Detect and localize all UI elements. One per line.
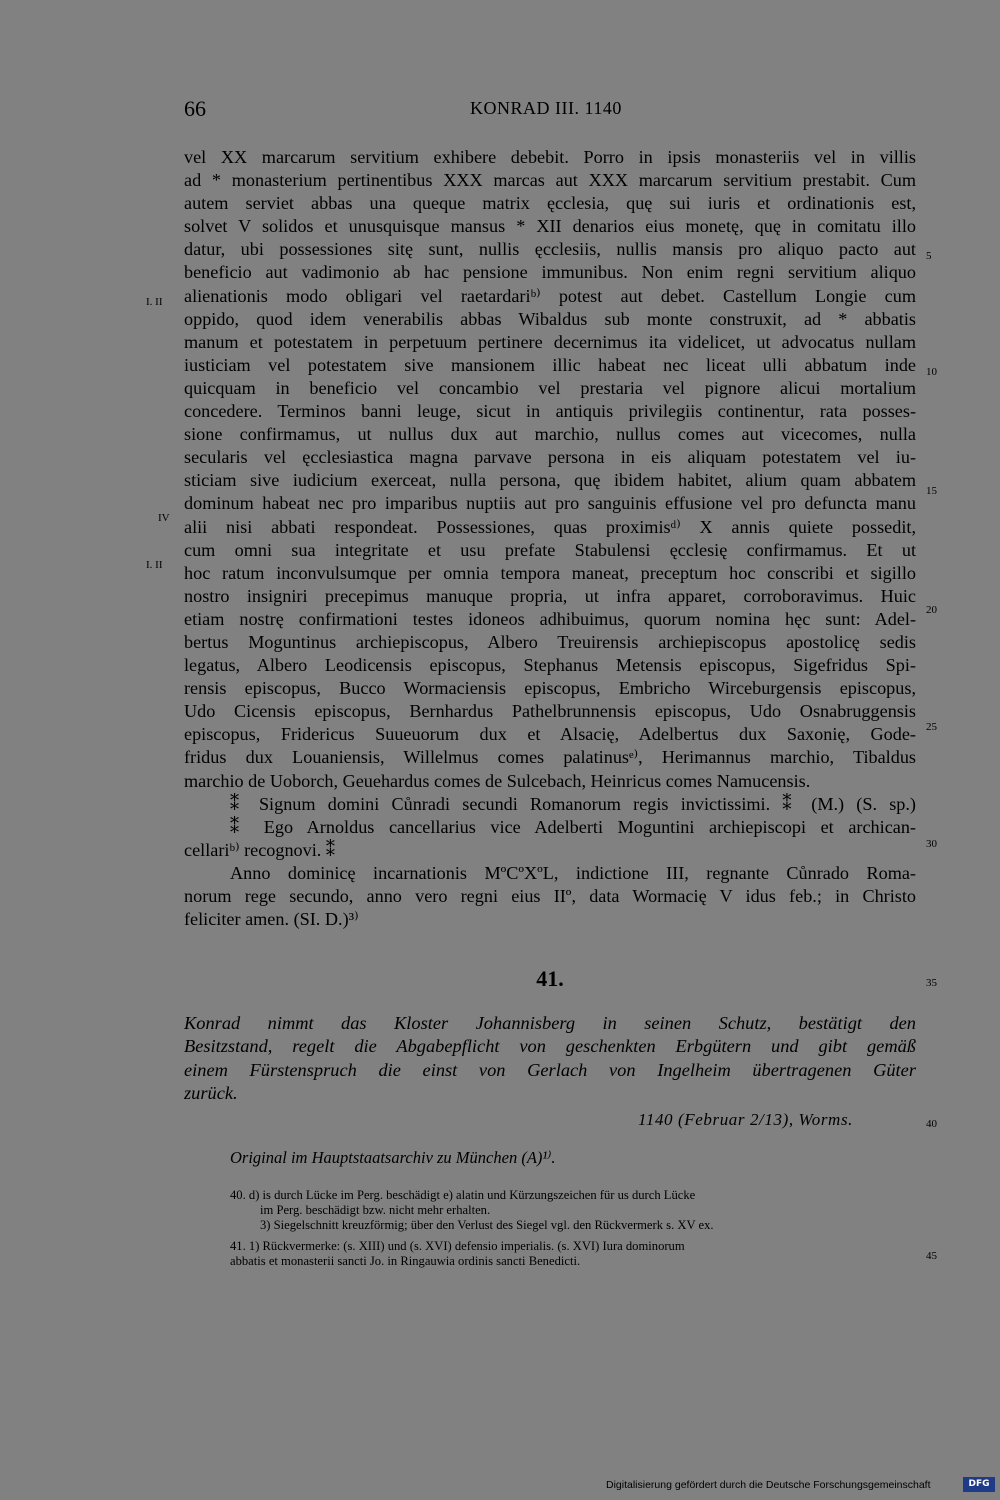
- line-number: 10: [926, 366, 937, 378]
- signum-line: ⁑ Signum domini Cůnradi secundi Romanorum regis invictissimi. ⁑ (M.) (S. sp.): [230, 793, 916, 814]
- line-number: 45: [926, 1250, 937, 1262]
- dfg-logo-icon: DFG: [963, 1477, 995, 1492]
- text-line: datur, ubi possessiones sitę sunt, nullis ęcclesiis, nullis mansis pro aliquo pacto aut: [184, 239, 916, 260]
- document-summary: [184, 1012, 916, 1106]
- summary-line: zurück.: [184, 1083, 238, 1104]
- footnote-line: 3) Siegelschnitt kreuzförmig; über den Verlust des Siegel vgl. den Rückvermerk s. XV ex.: [260, 1218, 714, 1232]
- text-line: ad * monasterium pertinentibus XXX marcas aut XXX marcarum servitium prestabit. Cum: [184, 170, 916, 191]
- line-number: 40: [926, 1118, 937, 1130]
- summary-line: einem Fürstenspruch die einst von Gerlach von Ingelheim übertragenen Güter: [184, 1059, 916, 1080]
- date-place: 1140 (Februar 2/13), Worms.: [638, 1110, 854, 1129]
- line-number: 25: [926, 721, 937, 733]
- text-line: episcopus, Fridericus Suueuorum dux et Alsacię, Adelbertus dux Saxonię, Gode-: [184, 724, 916, 745]
- footnotes: [230, 1188, 916, 1269]
- source-marker: IV: [158, 512, 170, 524]
- running-title: KONRAD III. 1140: [470, 98, 622, 118]
- footnote-line: abbatis et monasterii sancti Jo. in Ringauwia ordinis sancti Benedicti.: [230, 1254, 581, 1268]
- text-line: cellariᵇ⁾ recognovi. ⁑: [184, 839, 335, 860]
- text-line: vel XX marcarum servitium exhibere debebit. Porro in ipsis monasteriis vel in villis: [184, 147, 916, 167]
- source-marker: I. II: [146, 559, 163, 571]
- text-line: nostro insigniri precepimus manuque propria, ut infra apparet, corroboravimus. Huic: [184, 585, 916, 606]
- footnote-line: 41. 1) Rückvermerke: (s. XIII) und (s. XVI) defensio imperialis. (s. XVI) Iura dominorum: [230, 1239, 685, 1253]
- recognition-line: ⁑ Ego Arnoldus cancellarius vice Adelberti Moguntini archiepiscopi et archican-: [230, 816, 916, 837]
- footnote-line: im Perg. beschädigt bzw. nicht mehr erhalten.: [260, 1203, 491, 1217]
- text-line: iusticiam vel potestatem sive mansionem illic habeat nec liceat ulli abbatum inde: [184, 354, 916, 375]
- text-line: sione confirmamus, ut nullus dux aut marchio, nullus comes aut vicecomes, nulla: [184, 424, 916, 445]
- source-note: Original im Hauptstaatsarchiv zu München (A)¹⁾.: [230, 1148, 556, 1167]
- source-marker: I. II: [146, 296, 163, 308]
- text-line: etiam nostrę confirmationi testes idoneos adhibuimus, quorum nomina hęc sunt: Adel-: [184, 608, 916, 629]
- text-line: fridus dux Louaniensis, Willelmus comes palatinusᵉ⁾, Herimannus marchio, Tibaldus: [184, 747, 916, 768]
- text-line: sticiam sive iudicium exerceat, nulla persona, quę ibidem habitet, alium quam abbatem: [184, 470, 916, 491]
- line-number: 15: [926, 485, 937, 497]
- text-line: secularis vel ęcclesiastica magna parvave persona in eis aliquam potestatem vel iu-: [184, 447, 916, 468]
- text-line: alii nisi abbati respondeat. Possessiones, quas proximisᵈ⁾ X annis quiete possedit,: [184, 516, 916, 537]
- text-line: alienationis modo obligari vel raetardariᵇ⁾ potest aut debet. Castellum Longie cum: [184, 285, 916, 306]
- page-number: 66: [184, 96, 206, 121]
- text-line: Udo Cicensis episcopus, Bernhardus Pathelbrunnensis episcopus, Udo Osnabruggensis: [184, 701, 916, 722]
- summary-line: Besitzstand, regelt die Abgabepflicht von geschenkten Erbgütern und gibt gemäß: [184, 1036, 916, 1057]
- text-line: hoc ratum inconvulsumque per omnia tempora maneat, preceptum hoc conscribi et sigillo: [184, 562, 916, 583]
- line-number: 30: [926, 838, 937, 850]
- text-line: concedere. Terminos banni leuge, sicut in antiquis privilegiis continentur, rata posses-: [184, 401, 916, 422]
- text-line: quicquam in beneficio vel concambio vel prestaria vel pignore alicui mortalium: [184, 377, 916, 398]
- text-line: dominum habeat nec pro imparibus nuptiis aut pro sanguinis effusione vel pro defuncta manu: [184, 493, 916, 514]
- text-line: rensis episcopus, Bucco Wormaciensis episcopus, Embricho Wirceburgensis episcopus,: [184, 678, 916, 699]
- text-line: feliciter amen. (SI. D.)³⁾: [184, 909, 359, 930]
- text-line: manum et potestatem in perpetuum pertinere decernimus ita videlicet, ut advocatus nullam: [184, 331, 916, 352]
- text-line: solvet V solidos et unusquisque mansus * XII denarios eius monetę, quę in comitatu illo: [184, 216, 916, 237]
- text-line: bertus Moguntinus archiepiscopus, Albero Treuirensis archiepiscopus apostolicę sedis: [184, 631, 916, 652]
- footnote-line: 40. d) is durch Lücke im Perg. beschädigt e) alatin und Kürzungszeichen für us durch Lücke: [230, 1188, 696, 1202]
- funding-credit: Digitalisierung gefördert durch die Deutsche Forschungsgemeinschaft: [606, 1479, 931, 1491]
- text-line: norum rege secundo, anno vero regni eius IIº, data Wormacię V idus feb.; in Christo: [184, 886, 916, 906]
- charter-text: [184, 146, 916, 931]
- document-number: 41.: [536, 966, 564, 991]
- line-number: 20: [926, 604, 937, 616]
- summary-line: Konrad nimmt das Kloster Johannisberg in seinen Schutz, bestätigt den: [184, 1013, 916, 1033]
- text-line: autem serviet abbas una queque matrix ęcclesia, quę sui iuris et ordinationis est,: [184, 193, 916, 214]
- text-line: legatus, Albero Leodicensis episcopus, Stephanus Metensis episcopus, Sigefridus Spi-: [184, 655, 916, 676]
- dating-line: Anno dominicę incarnationis MºCºXºL, indictione III, regnante Cůnrado Roma-: [230, 862, 916, 883]
- line-number: 35: [926, 977, 937, 989]
- line-number: 5: [926, 250, 932, 262]
- text-line: oppido, quod idem venerabilis abbas Wibaldus sub monte construxit, ad * abbatis: [184, 308, 916, 329]
- text-line: cum omni sua integritate et usu prefate Stabulensi ęcclesię confirmamus. Et ut: [184, 539, 916, 560]
- text-line: marchio de Uoborch, Geuehardus comes de Sulcebach, Heinricus comes Namucensis.: [184, 770, 811, 791]
- text-line: beneficio aut vadimonio ab hac pensione immunibus. Non enim regni servitium aliquo: [184, 262, 916, 283]
